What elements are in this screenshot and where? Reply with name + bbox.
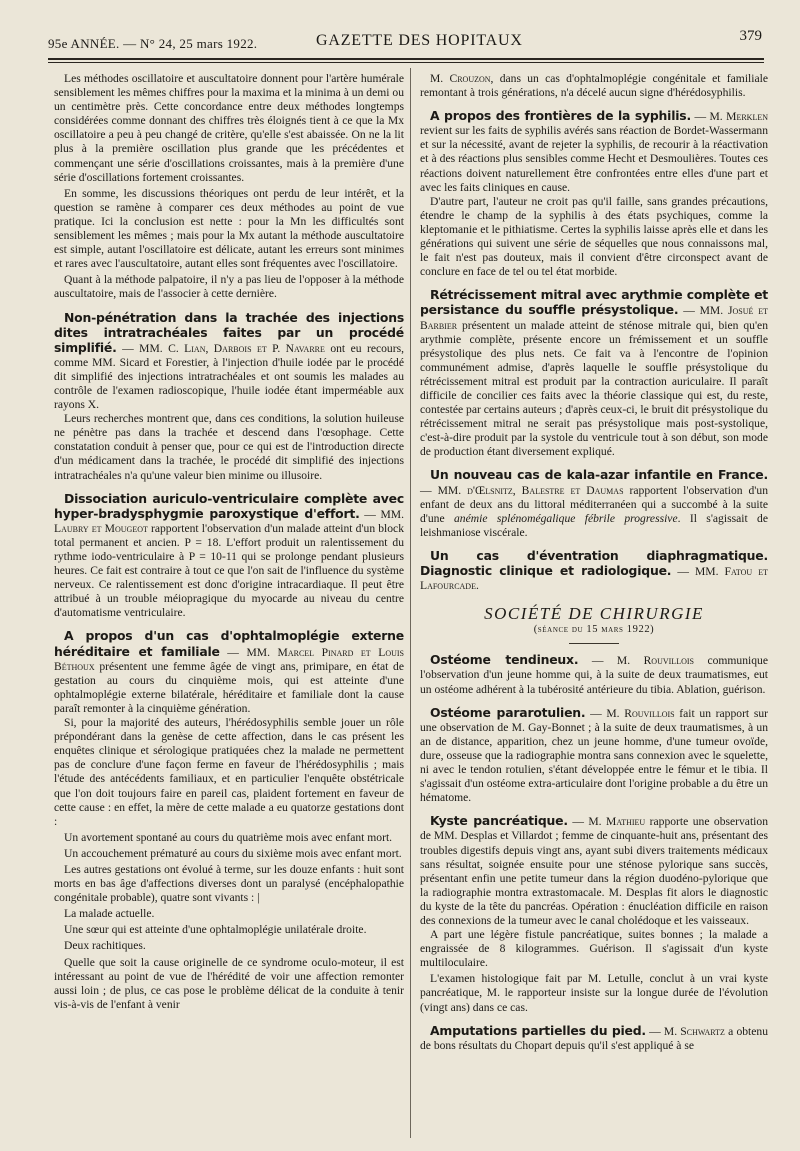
article-title: Amputations partielles du pied. — [430, 1022, 646, 1038]
paragraph: Une sœur qui est atteinte d'une ophtalmoplégie unilatérale droite. — [64, 923, 367, 937]
article-retrecissement: Rétrécissement mitral avec arythmie complète et persistance du souffle présystolique. — MM. Josué et Barbier présentent un malade atteint de sténose mitrale qui, bien qu'en arythmie complète, présente encore un frémissement et un souffle présystolique des plus nets. Ce fait va à l'encontre de l'opinion communément admise, d'après laquelle le souffle présystolique du rétrécissement mitral est produit par la contraction auriculaire. Il paraît difficile de concilier ces faits avec la théorie classique qui est, du reste, contestée par certains auteurs ; d'après ceux-ci, le bruit dit présystolique du rétrécissement mitral ne serait pas présystolique mais post-systolique, c'est-à-dire produit par la systole du ventricule tout à son début, son mode de production étant diversement expliqué. — [420, 287, 768, 459]
article-authors: Schwartz — [680, 1024, 725, 1038]
paragraph: Un accouchement prématuré au cours du sixième mois avec enfant mort. — [64, 846, 402, 860]
article-title: Dissociation auriculo-ventriculaire complète avec hyper-bradysphygmie paroxystique d'effort. — [54, 490, 404, 521]
article-title: Un nouveau cas de kala-azar infantile en France. — [430, 467, 768, 483]
paragraph: Si, pour la majorité des auteurs, l'hérédosyphilis semble jouer un rôle prépondérant dans la genèse de cette affection, dans le cas présent les enquêtes clinique et sérologique pratiquées chez la malade ne permettent pas de conclure d'une façon ferme en faveur de l'hérédosyphilis ; mais l'étude des antécédents familiaux, et en particulier l'enquête obstétricale que l'on doit toujours faire en pareil cas, plaident fortement en faveur de cette cause : en effet, la mère de cette malade a eu quatorze gestations dont : — [54, 716, 404, 828]
article-osteome-pararotulien: Ostéome pararotulien. — M. Rouvillois fait un rapport sur une observation de M. Gay-Bonnet ; à la suite de deux traumatismes, à un an de distance, apparition, chez un jeune homme, d'une tumeur ovoïde, dure, osseuse que la radiographie montra sans connexion avec le squelette, ni avec le tendon rotulien, s'étant développée entre le fémur et le tibia. Il s'agissait d'un ostéome extra-articulaire dont l'origine probable a du être un hématome. — [420, 704, 768, 805]
paragraph: Quant à la méthode palpatoire, il n'y a pas lieu de l'opposer à la méthode auscultatoire, mais de l'associer à cette dernière. — [54, 273, 404, 301]
article-authors: Rouvillois — [624, 706, 675, 720]
paragraph: L'examen histologique fait par M. Letulle, conclut à un vrai kyste pancréatique, M. le rapporteur insiste sur la longue durée de l'évolution (vingt ans) dans ce cas. — [420, 972, 768, 1014]
journal-title: GAZETTE DES HOPITAUX — [316, 32, 523, 49]
paragraph: Les méthodes oscillatoire et auscultatoire donnent pour l'artère humérale sensiblement les mêmes chiffres pour la maxima et la minima à un demi ou un centimètre près. Cette concordance entre deux méthodes longtemps considérées comme donnant des chiffres très éloignés tient à ce que la Mx oscillatoire a peu à peu changé de critère, qu'elle s'est abaissée. On ne la lit plus à la première oscillation plus grande que les précédentes et commençant une série d'oscillations croissantes, mais à la première d'une série d'oscillations fortement croissantes. — [54, 72, 404, 184]
page-header — [48, 28, 764, 58]
article-body: rapportent l'observation d'un enfant de deux ans du littoral méditerranéen qui a succombé à la suite d'une — [420, 483, 768, 525]
paragraph: La malade actuelle. — [64, 907, 155, 921]
society-session: (séance du 15 mars 1922) — [533, 624, 655, 636]
header-rule-thin — [48, 62, 764, 63]
article-title: A propos des frontières de la syphilis. — [430, 108, 691, 124]
article-authors: Josué et Barbier — [420, 304, 768, 332]
article-body: revient sur les faits de syphilis avérés sans réaction de Bordet-Wassermann et sur la nécessité, avant de rejeter la syphilis, de recourir à la réactivation et à des réactions plus sensibles comme Hecht et Desmoulières. Toutes ces réactions doivent naturellement être confrontées entre elles d'une part et avec les faits cliniques en cause. — [420, 124, 768, 194]
article-osteome-tendineux: Ostéome tendineux. — M. Rouvillois communique l'observation d'un jeune homme qui, à la suite de deux traumatismes, eut un ostéome adhérent à la tubérosité antérieure du tibia. Ablation, guérison. — [420, 652, 768, 696]
article-body: rapporte une observation de MM. Desplas et Villardot ; femme de cinquante-huit ans, présentant des troubles digestifs depuis vingt ans, ayant subi divers traitements médicaux sans résultat, soignée ensuite pour une sténose pylorique sans succès, présentant enfin une petite tumeur dans la région duodéno-pylorique que la radiographie montra extrastomacale. M. Desplas fit alors le diagnostic du kyste de la tête du pancréas. Opération : énucléation difficile en raison des connexions de la tumeur avec le canal cholédoque et les vaisseaux. — [420, 815, 768, 927]
article-authors: Laubry et Mougeot — [54, 521, 148, 535]
article-authors: Marcel Pinard et Louis Béthoux — [54, 645, 404, 673]
article-authors: C. Lian, Darbois et P. Navarre — [168, 341, 325, 355]
paragraph: Deux rachitiques. — [64, 939, 146, 953]
paragraph: Un avortement spontané au cours du quatrième mois avec enfant mort. — [64, 830, 393, 844]
right-column — [420, 72, 768, 1053]
article-title: Rétrécissement mitral avec arythmie complète et persistance du souffle présystolique. — [420, 287, 768, 318]
article-body: rapportent l'observation d'un malade atteint d'un block total permanent et ancien. P = 18. L'effort produit un ralentissement du rythme iodo-ventriculaire à P = 10-11 qui se prolonge pendant plusieurs heures. Ce fait est contraire à tout ce que l'on sait de l'influence du système nerveux. Ce ralentissement est donc d'origine intracardiaque. Il peut être attribué à un trouble méiopragique du myocarde au niveau du centre d'automatisme ventriculaire. — [54, 521, 404, 620]
article-non-penetration: Non-pénétration dans la trachée des injections dites intratrachéales faites par un procédé simplifié. — MM. C. Lian, Darbois et P. Navarre ont eu recours, comme MM. Sicard et Forestier, à l'injection d'huile iodée par le procédé dit simplifié des injections intratrachéales et ont soumis les malades au contrôle de l'examen radioscopique, l'huile iodée étant imperméable aux rayons X. — [54, 309, 404, 412]
paragraph: Quelle que soit la cause originelle de ce syndrome oculo-moteur, il est intéressant au point de vue de l'hérédité de voir une affection remonter aussi loin ; de plus, ce cas pose le problème délicat de la conduite à tenir vis-à-vis de l'enfant à venir — [54, 955, 404, 1011]
paragraph: Leurs recherches montrent que, dans ces conditions, la solution huileuse ne pénètre pas dans la trachée et descend dans l'œsophage. Cette constatation conduit à penser que, pour ce qui est de l'introduction directe d'un médicament dans la trachée, le procédé dit simplifié des injections intratrachéales n'a qu'une valeur bien minime ou illusoire. — [54, 412, 404, 482]
article-eventration: Un cas d'éventration diaphragmatique. Diagnostic clinique et radiologique. — MM. Fatou et Lafourcade. — [420, 547, 768, 593]
left-column — [54, 72, 404, 1014]
article-title: Ostéome pararotulien. — [430, 704, 586, 720]
paragraph: En somme, les discussions théoriques ont perdu de leur intérêt, et la question se ramène à comparer ces deux méthodes au point de vue pratique. Ici la conclusion est nette : pour la Mn les difficultés sont sensiblement les mêmes ; mais pour la Mx autant la méthode auscultatoire est simple, autant l'oscillatoire est délicate, autant les erreurs sont minimes et rares avec l'auscultatoire, autant elles sont fréquentes avec l'oscillatoire. — [54, 186, 404, 271]
paragraph: Les autres gestations ont évolué à terme, sur les douze enfants : huit sont morts en bas âge d'affections diverses dont un paralysé (encéphalopathie congénitale probable), quatre sont vivants : | — [54, 862, 404, 905]
article-authors: d'Œlsnitz, Balestre et Daumas — [467, 483, 624, 497]
article-authors: Fatou et Lafourcade. — [420, 565, 768, 593]
society-title: SOCIÉTÉ DE CHIRURGIE — [484, 604, 704, 624]
article-kyste-pancreatique: Kyste pancréatique. — M. Mathieu rapporte une observation de MM. Desplas et Villardot ; femme de cinquante-huit ans, présentant des troubles digestifs depuis vingt ans, ayant subi divers traitements médicaux sans résultat, soignée ensuite pour une sténose pylorique sans succès, présentant enfin une petite tumeur dans la région duodéno-pylorique que la radiographie montra extrastomacale. M. Desplas fit alors le diagnostic du kyste de la tête du pancréas. Opération : énucléation difficile en raison des connexions de la tumeur avec le canal cholédoque et les vaisseaux. — [420, 813, 768, 927]
article-dissociation: Dissociation auriculo-ventriculaire complète avec hyper-bradysphygmie paroxystique d'effort. — MM. Laubry et Mougeot rapportent l'observation d'un malade atteint d'un block total permanent et ancien. P = 18. L'effort produit un ralentissement du rythme iodo-ventriculaire à P = 10-11 qui se prolonge pendant plusieurs heures. Ce fait est contraire à tout ce que l'on sait de l'influence du système nerveux. Ce ralentissement est donc d'origine intracardiaque. Il peut être attribué à un trouble méiopragique du myocarde au niveau du centre d'automatisme ventriculaire. — [54, 490, 404, 620]
article-title: Non-pénétration dans la trachée des injections dites intratrachéales faites par un procédé simplifié. — [54, 309, 404, 355]
article-kala-azar: Un nouveau cas de kala-azar infantile en France. — MM. d'Œlsnitz, Balestre et Daumas rapportent l'observation d'un enfant de deux ans du littoral méditerranéen qui a succombé à la suite d'une anémie splénomégalique fébrile progressive. Il s'agissait de leishmaniose viscérale. — [420, 467, 768, 539]
society-rule — [569, 643, 619, 644]
article-body: fait un rapport sur une observation de M. Gay-Bonnet ; à la suite de deux traumatismes, à un an de distance, apparition, chez un jeune homme, d'une tumeur ovoïde, dure, osseuse que la radiographie montra sans connexion avec le squelette, ni avec le tendon rotulien, s'étant développée entre le fémur et le tibia. Il s'agissait d'un ostéome extra-articulaire dont l'origine probable a du être un hématome. — [420, 706, 768, 805]
article-body: communique l'observation d'un jeune homme qui, à la suite de deux traumatismes, eut un ostéome adhérent à la tubérosité antérieure du tibia. Ablation, guérison. — [420, 654, 768, 696]
column-divider — [410, 68, 411, 1138]
article-authors: Mathieu — [606, 815, 646, 829]
article-body: a obtenu de bons résultats du Chopart depuis qu'il s'est appliqué à se — [420, 1024, 769, 1052]
article-italic: anémie splénomégalique fébrile progressive — [453, 511, 678, 525]
article-title: Kyste pancréatique. — [430, 813, 568, 829]
article-authors: Merklen — [726, 110, 769, 124]
paragraph: D'autre part, l'auteur ne croit pas qu'il faille, sans grandes précautions, étendre le champ de la syphilis à des états psychiques, comme la kleptomanie et le pithiatisme. Certes la syphilis laisse après elle et dans les générations qui suivent une série de séquelles que nous connaissons mal, le fait n'est pas douteux, mais il convient d'être circonspect avant de conclure en face de tel ou tel état morbide. — [420, 194, 768, 279]
article-body: présentent une femme âgée de vingt ans, primipare, en état de gestation au cours du cinquième mois, qui est atteinte d'une ophtalmoplégie externe bilatérale, héréditaire et familiale dont la cause paraît remonter à la cinquième génération. — [54, 659, 404, 715]
article-authors: M. Crouzon — [430, 72, 491, 85]
paragraph: M. Crouzon, dans un cas d'ophtalmoplégie congénitale et familiale remontant à trois générations, n'a décelé aucun signe d'hérédosyphilis. — [420, 72, 768, 100]
article-title: A propos d'un cas d'ophtalmoplégie externe héréditaire et familiale — [54, 628, 404, 659]
article-amputations: Amputations partielles du pied. — M. Schwartz a obtenu de bons résultats du Chopart depuis qu'il s'est appliqué à se — [420, 1022, 769, 1052]
article-body: ont eu recours, comme MM. Sicard et Forestier, à l'injection d'huile iodée par le procédé dit simplifié des injections intratrachéales et ont soumis les malades au contrôle de l'examen radioscopique, l'huile iodée étant imperméable aux rayons X. — [54, 341, 404, 412]
article-syphilis: A propos des frontières de la syphilis. — M. Merklen revient sur les faits de syphilis avérés sans réaction de Bordet-Wassermann et sur la nécessité, avant de rejeter la syphilis, de recourir à la réactivation et à des réactions plus sensibles comme Hecht et Desmoulières. Toutes ces réactions doivent naturellement être confrontées entre elles d'une part et avec les faits cliniques en cause. — [420, 108, 769, 194]
issue-line: 95e ANNÉE. — N° 24, 25 mars 1922. — [48, 36, 258, 51]
article-ophtalmoplegie: A propos d'un cas d'ophtalmoplégie externe héréditaire et familiale — MM. Marcel Pinard et Louis Béthoux présentent une femme âgée de vingt ans, primipare, en état de gestation au cours du cinquième mois, qui est atteinte d'une ophtalmoplégie externe bilatérale, héréditaire et familiale dont la cause paraît remonter à la cinquième génération. — [54, 628, 404, 715]
article-body: présentent un malade atteint de sténose mitrale qui, bien qu'en arythmie complète, présente encore un frémissement et un souffle présystolique des plus nets. Ce fait va à l'encontre de l'opinion communément admise, d'après laquelle le souffle présystolique du rétrécissement mitral est produit par la contraction auriculaire. Il paraît difficile de concilier ces faits avec la théorie classique qui est, du reste, contestée par certains auteurs ; d'après ceux-ci, le bruit dit présystolique du rétrécissement mitral ne serait pas présystolique mais post-systolique, c'est-à-dire produit par la systole du ventricule tout à son début, son mode de production étant diversement expliqué. — [420, 318, 768, 459]
page-number: 379 — [739, 28, 762, 44]
paragraph: A part une légère fistule pancréatique, suites bonnes ; la malade a engraissée de 8 kilogrammes. Guérison. Il s'agissait d'un kyste multiloculaire. — [420, 928, 768, 970]
article-title: Un cas d'éventration diaphragmatique. Diagnostic clinique et radiologique. — [420, 547, 768, 578]
article-authors: Rouvillois — [643, 654, 694, 668]
article-title: Ostéome tendineux. — [430, 652, 579, 668]
header-rule-thick — [48, 58, 764, 60]
